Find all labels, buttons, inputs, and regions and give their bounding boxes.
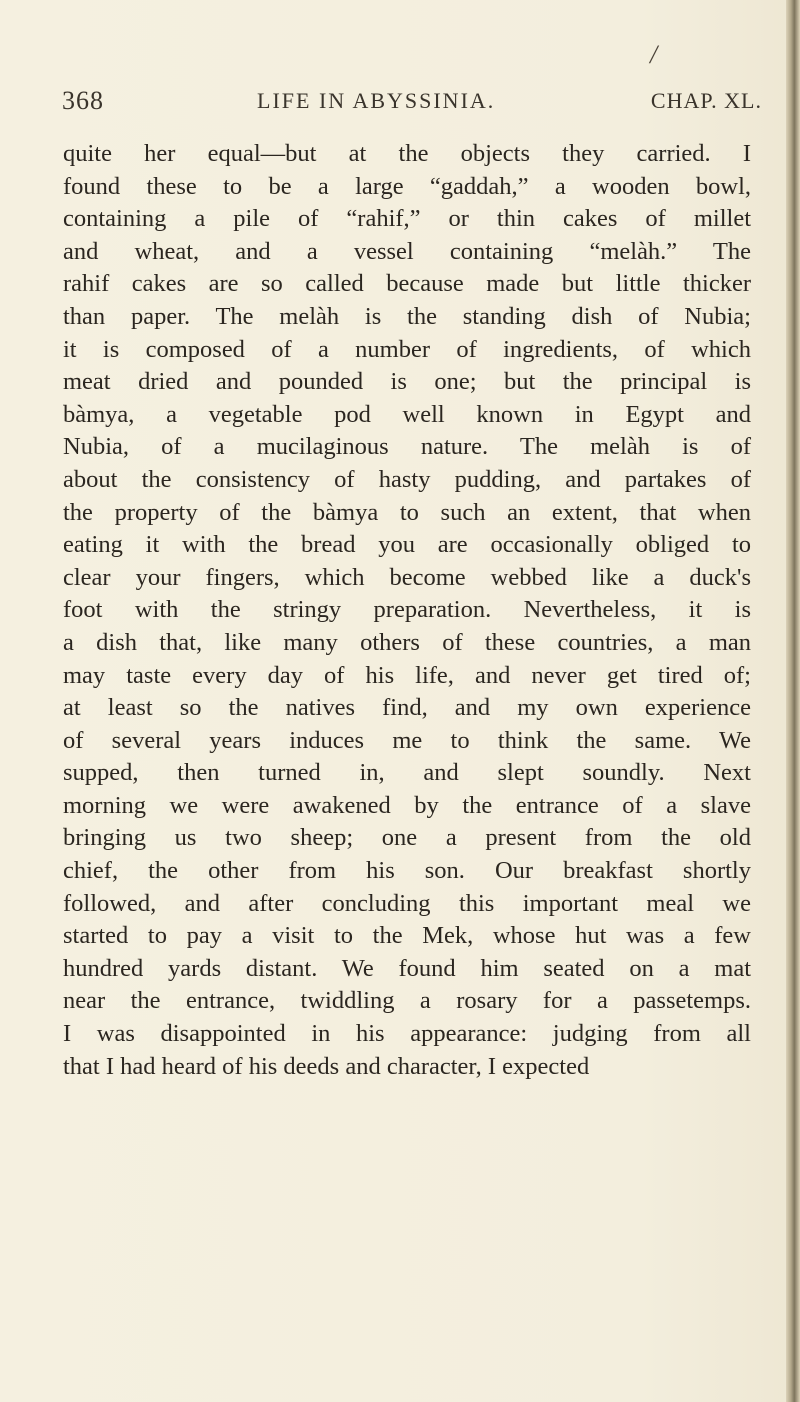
text-line: that I had heard of his deeds and character, I expected	[63, 1052, 590, 1080]
margin-mark: /	[650, 40, 658, 69]
text-line: at least so the natives find, and my own experience	[63, 694, 751, 722]
text-line: started to pay a visit to the Mek, whose hut was a few	[63, 922, 751, 950]
page-edge-shadow	[786, 0, 800, 1402]
text-line: bàmya, a vegetable pod well known in Egypt and	[63, 400, 751, 428]
text-line: bringing us two sheep; one a present from the old	[63, 824, 751, 852]
text-line: chief, the other from his son. Our breakfast shortly	[63, 857, 751, 885]
text-line: foot with the stringy preparation. Nevertheless, it is	[63, 596, 751, 624]
text-line: may taste every day of his life, and never get tired of;	[63, 661, 751, 689]
text-line: the property of the bàmya to such an extent, that when	[63, 498, 751, 526]
text-line: clear your fingers, which become webbed like a duck's	[63, 563, 751, 591]
page-number: 368	[62, 86, 104, 115]
text-line: of several years induces me to think the same. We	[63, 726, 751, 754]
text-line: than paper. The melàh is the standing dish of Nubia;	[63, 302, 751, 330]
text-line: supped, then turned in, and slept soundly. Next	[63, 759, 751, 787]
running-title: LIFE IN ABYSSINIA.	[257, 88, 496, 113]
text-line: and wheat, and a vessel containing “melàh.” The	[63, 237, 751, 265]
text-line: it is composed of a number of ingredients, of which	[63, 335, 751, 363]
text-line: eating it with the bread you are occasionally obliged to	[63, 531, 751, 559]
chapter-label: CHAP. XL.	[650, 88, 762, 113]
text-line: meat dried and pounded is one; but the principal is	[63, 368, 751, 396]
text-line: containing a pile of “rahif,” or thin cakes of millet	[63, 205, 751, 233]
body-text	[63, 138, 751, 1083]
text-line: about the consistency of hasty pudding, and partakes of	[63, 465, 751, 493]
text-line: followed, and after concluding this important meal we	[63, 889, 751, 917]
running-header	[62, 86, 762, 120]
text-line: found these to be a large “gaddah,” a wooden bowl,	[63, 172, 751, 200]
text-line: rahif cakes are so called because made but little thicker	[63, 270, 751, 298]
text-line: Nubia, of a mucilaginous nature. The melàh is of	[63, 433, 751, 461]
text-line: near the entrance, twiddling a rosary for a passetemps.	[63, 987, 751, 1015]
text-line: quite her equal—but at the objects they carried. I	[63, 140, 751, 167]
text-line: morning we were awakened by the entrance of a slave	[63, 791, 751, 819]
text-line: I was disappointed in his appearance: judging from all	[63, 1020, 751, 1048]
text-line: a dish that, like many others of these countries, a man	[63, 628, 751, 656]
text-line: hundred yards distant. We found him seated on a mat	[63, 954, 751, 982]
